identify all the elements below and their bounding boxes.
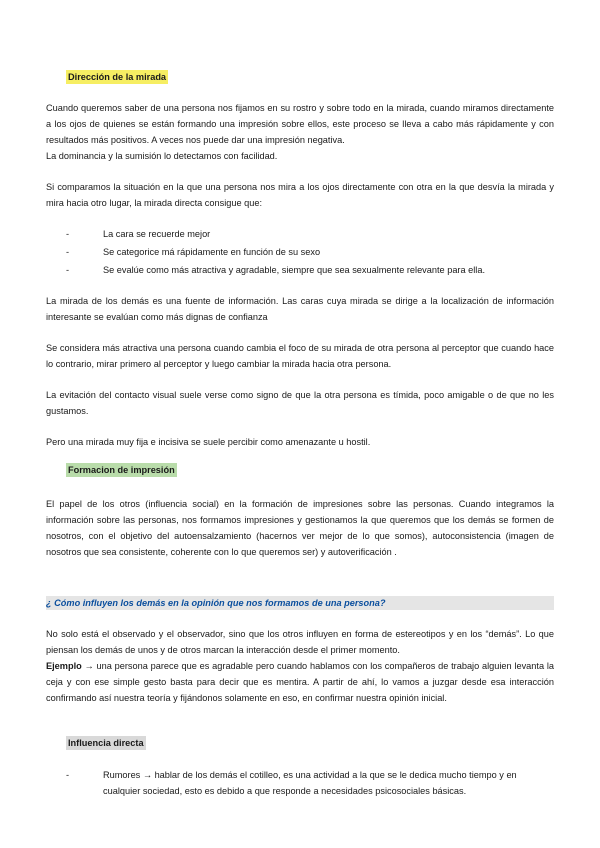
bullet-text: Se evalúe como más atractiva y agradable, siempre que sea sexualmente relevante para ella. (103, 265, 486, 275)
bullet-dash: - (66, 770, 70, 780)
bullet-text: La cara se recuerde mejor (103, 229, 211, 239)
heading-formacion-impresion: Formacion de impresión (68, 465, 175, 475)
paragraph-amenazante: Pero una mirada muy fija e incisiva se suele percibir como amenazante u hostil. (46, 437, 371, 447)
paragraph-observado: No solo está el observado y el observador, sino que los otros influyen en forma de estereotipos y en los “demás”. Lo que piensan los demás de unos y de otros marcan la interacción desde el primer momento. (46, 629, 554, 655)
bullet-dash: - (66, 229, 70, 239)
paragraph-ejemplo (46, 658, 554, 706)
bullet-item-rumores (66, 767, 554, 799)
bullet-text: Se categorice má rápidamente en función de su sexo (103, 247, 321, 257)
paragraph-papel-otros: El papel de los otros (influencia social) en la formación de impresiones sobre las personas. Cuando integramos la información sobre las personas, nos formamos impresiones y gestionamos la que queremos que los demás se formen de nosotros, con el objetivo del autoensalzamiento (hacernos ver mejor de lo que somos), autoconsistencia (imagen de nosotros que sea consistente, coherente con lo que queremos ser) y autoverificación . (46, 499, 554, 557)
bullet-text: Rumores → hablar de los demás el cotilleo, es una actividad a la que se le dedica mucho tiempo y en cualquier sociedad, esto es debido a que responde a necesidades psicosociales básicas. (103, 770, 517, 796)
bullet-dash: - (66, 247, 70, 257)
paragraph-evitacion: La evitación del contacto visual suele verse como signo de que la otra persona es tímida, poco amigable o de que no les gustamos. (46, 390, 554, 416)
bullet-item (66, 226, 554, 242)
paragraph-comparacion: Si comparamos la situación en la que una persona nos mira a los ojos directamente con otra en la que desvía la mirada y mira hacia otro lugar, la mirada directa consigue que: (46, 182, 554, 208)
heading-influencia-directa: Influencia directa (68, 738, 144, 748)
heading-direccion-mirada: Dirección de la mirada (68, 72, 167, 82)
paragraph-fuente-informacion: La mirada de los demás es una fuente de información. Las caras cuya mirada se dirige a la localización de información interesante se evalúan como más dignas de confianza (46, 296, 554, 322)
bullet-item (66, 244, 554, 260)
section-question: ¿ Cómo influyen los demás en la opinión que nos formamos de una persona? (46, 596, 554, 610)
ejemplo-text: → una persona parece que es agradable pero cuando hablamos con los compañeros de trabajo alguien levanta la ceja y con ese simple gesto basta para decir que es mentira. A partir de ahí, lo vamos a juzgar desde esa interacción confirmando así nuestra teoría y fijándonos solamente en eso, en confirmar nuestra opinión inicial. (46, 661, 554, 703)
paragraph-mirada-intro: Cuando queremos saber de una persona nos fijamos en su rostro y sobre todo en la mirada, cuando miramos directamente a los ojos de quienes se están formando una impresión sobre ellos, este proceso se lleva a cabo más rápidamente y con resultados más positivos. A veces nos puede dar una impresión negativa. (46, 103, 554, 145)
paragraph-dominancia: La dominancia y la sumisión lo detectamos con facilidad. (46, 151, 278, 161)
paragraph-atractiva: Se considera más atractiva una persona cuando cambia el foco de su mirada de otra persona al perceptor que cuando hace lo contrario, mirar primero al perceptor y luego cambiar la mirada hacia otra persona. (46, 343, 554, 369)
bullet-dash: - (66, 265, 70, 275)
bullet-item (66, 262, 554, 278)
ejemplo-label: Ejemplo (46, 661, 82, 671)
